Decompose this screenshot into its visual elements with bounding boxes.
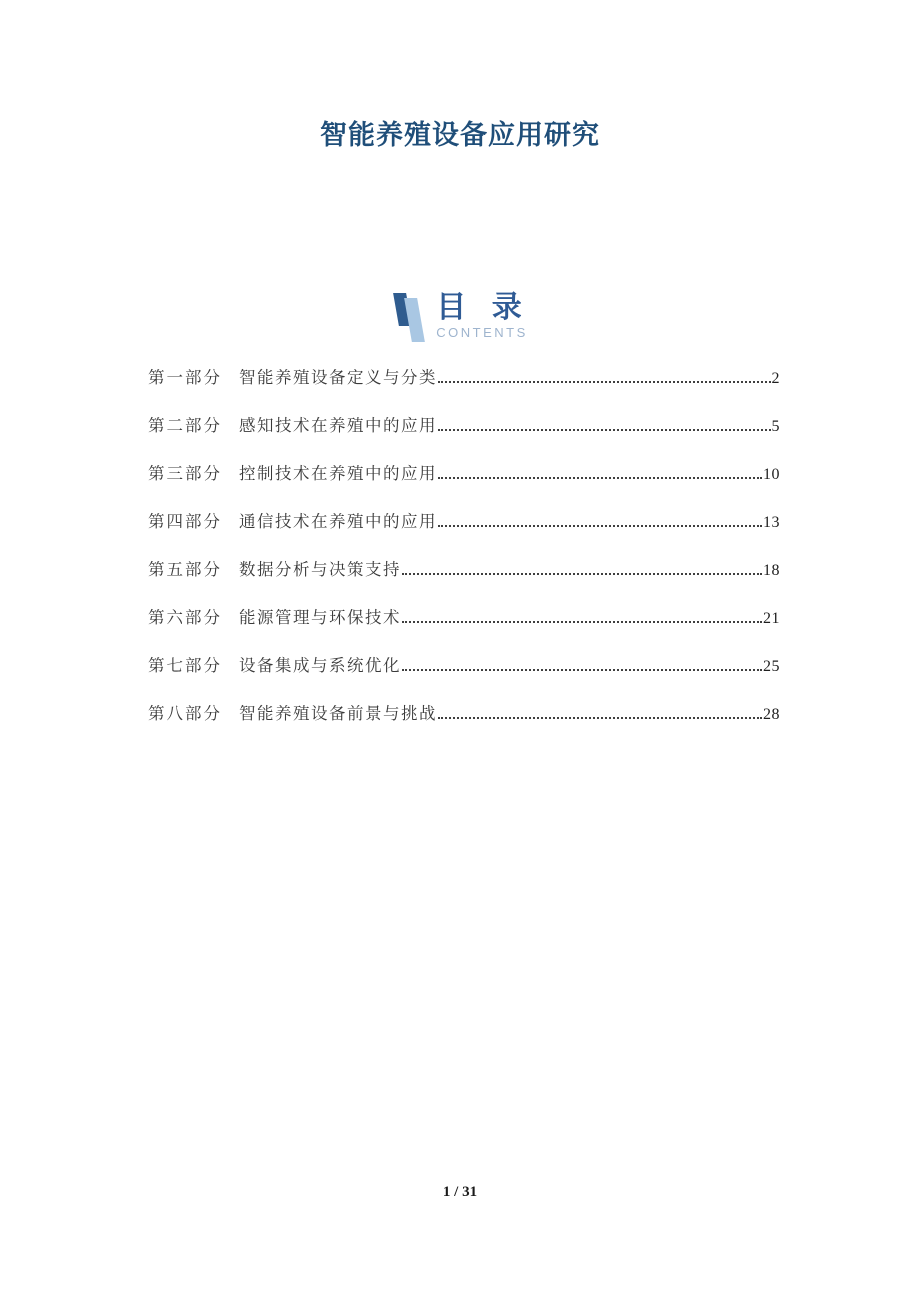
toc-entry-page: 28 — [763, 706, 780, 723]
toc-entry[interactable] — [148, 499, 780, 547]
toc-entry-title: 智能养殖设备定义与分类 — [239, 368, 437, 387]
toc-leader-dots — [438, 477, 762, 479]
toc-entry-part: 第七部分 — [148, 656, 222, 675]
logo-light-bar-icon — [404, 298, 425, 342]
toc-leader-dots — [402, 573, 762, 575]
page-number-indicator: 1 / 31 — [442, 1184, 478, 1200]
toc-list — [148, 355, 780, 739]
toc-entry-part: 第八部分 — [148, 704, 222, 723]
toc-entry-page: 21 — [763, 610, 780, 627]
toc-entry-title: 数据分析与决策支持 — [239, 560, 401, 579]
toc-entry-title: 智能养殖设备前景与挑战 — [239, 704, 437, 723]
toc-entry[interactable] — [148, 547, 780, 595]
toc-entry-title: 控制技术在养殖中的应用 — [239, 464, 437, 483]
toc-leader-dots — [402, 669, 762, 671]
toc-entry-page: 18 — [763, 562, 780, 579]
toc-leader-dots — [438, 381, 771, 383]
toc-heading-zh: 目 录 — [436, 291, 531, 324]
toc-entry[interactable] — [148, 643, 780, 691]
toc-entry-page: 10 — [763, 466, 780, 483]
toc-header — [0, 291, 920, 347]
toc-entry[interactable] — [148, 595, 780, 643]
toc-leader-dots — [438, 717, 762, 719]
toc-entry-page: 25 — [763, 658, 780, 675]
toc-entry-page: 13 — [763, 514, 780, 531]
toc-entry-part: 第二部分 — [148, 416, 222, 435]
toc-entry-part: 第一部分 — [148, 368, 222, 387]
toc-logo-icon — [389, 291, 427, 347]
toc-entry-part: 第四部分 — [148, 512, 222, 531]
toc-heading — [436, 291, 531, 340]
toc-entry-title: 能源管理与环保技术 — [239, 608, 401, 627]
toc-entry-part: 第三部分 — [148, 464, 222, 483]
toc-entry-title: 感知技术在养殖中的应用 — [239, 416, 437, 435]
toc-entry-page: 2 — [771, 370, 780, 387]
toc-entry[interactable] — [148, 403, 780, 451]
toc-heading-en: CONTENTS — [436, 325, 528, 340]
toc-entry-part: 第六部分 — [148, 608, 222, 627]
toc-entry[interactable] — [148, 355, 780, 403]
toc-entry[interactable] — [148, 691, 780, 739]
toc-leader-dots — [438, 429, 771, 431]
toc-entry-title: 通信技术在养殖中的应用 — [239, 512, 437, 531]
toc-entry[interactable] — [148, 451, 780, 499]
document-title: 智能养殖设备应用研究 — [320, 120, 600, 150]
toc-leader-dots — [438, 525, 762, 527]
toc-entry-page: 5 — [771, 418, 780, 435]
toc-entry-part: 第五部分 — [148, 560, 222, 579]
toc-leader-dots — [402, 621, 762, 623]
toc-entry-title: 设备集成与系统优化 — [239, 656, 401, 675]
